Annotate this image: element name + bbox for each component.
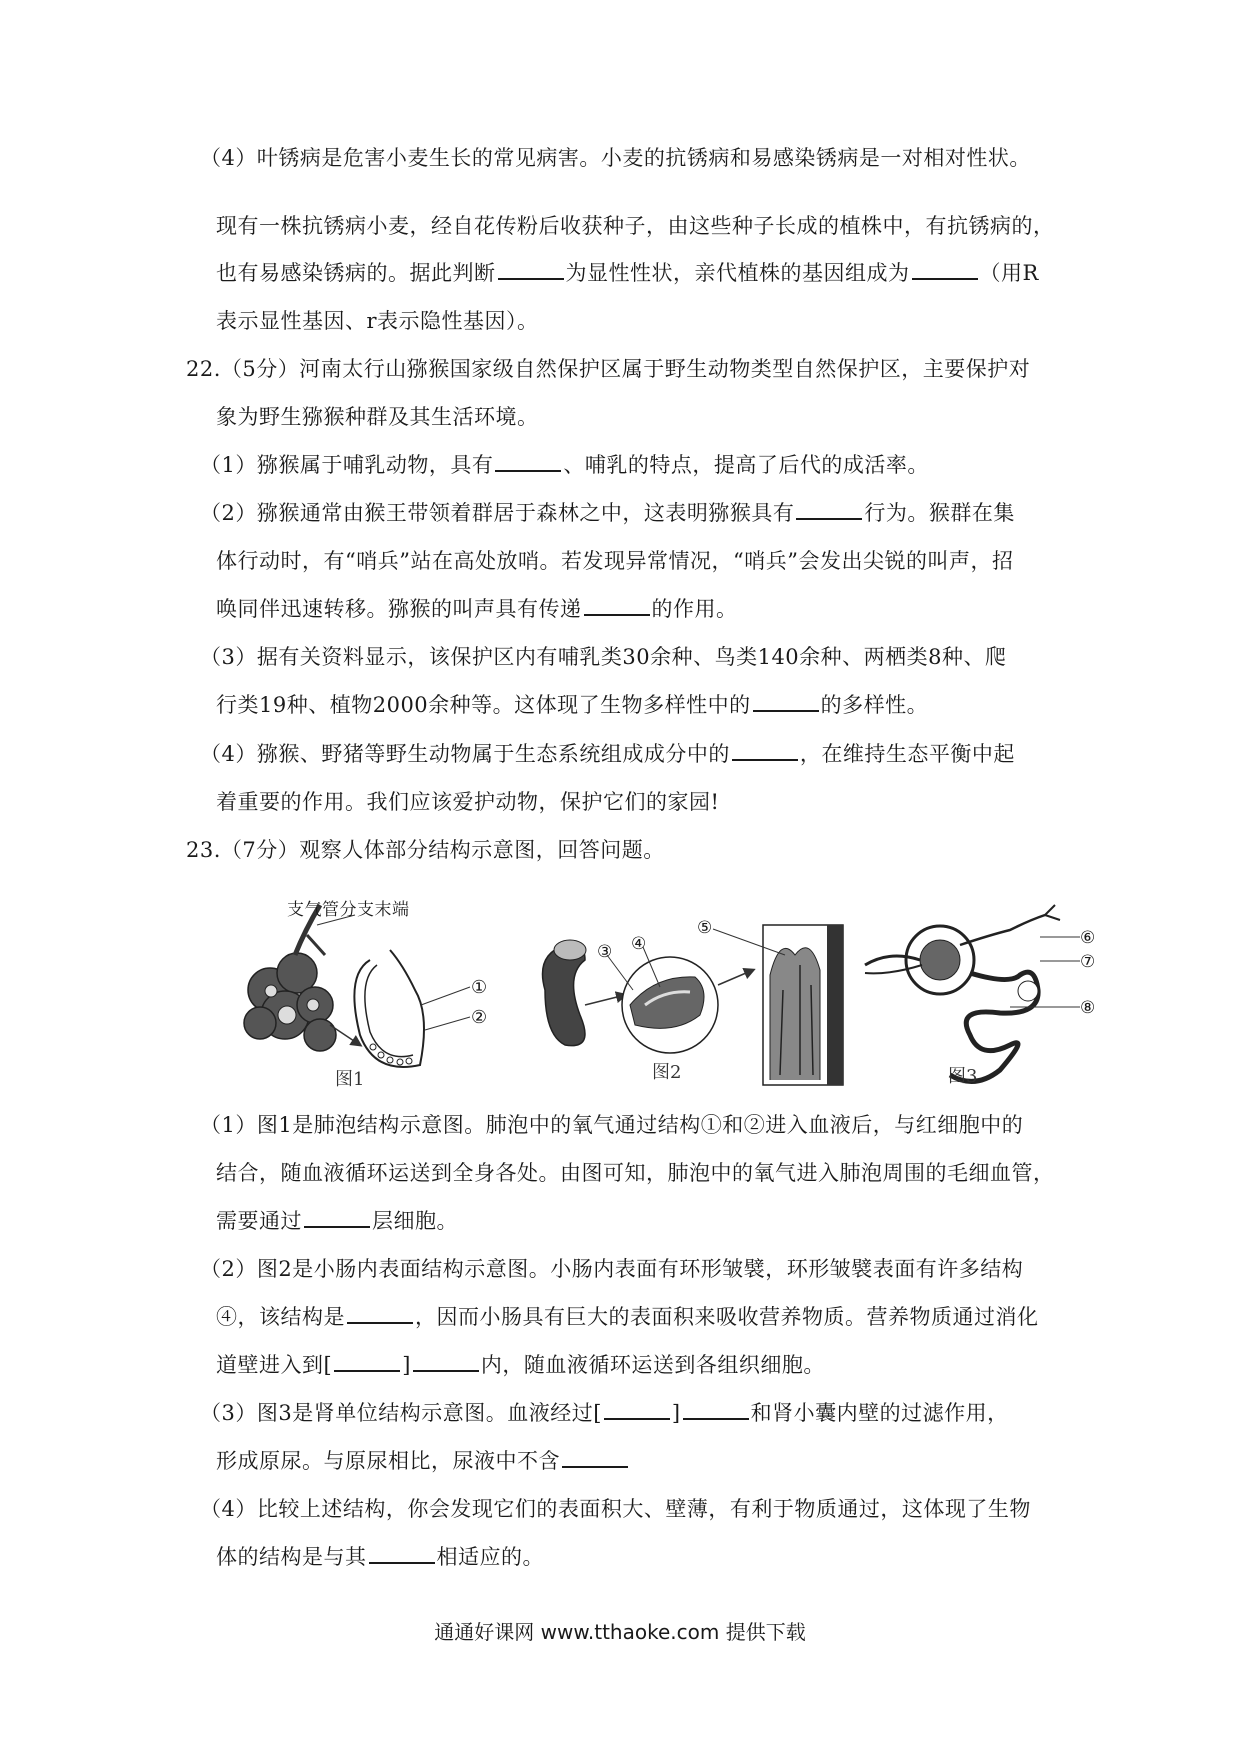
q22-part4-line2: 着重要的作用。我们应该爱护动物，保护它们的家园! (216, 790, 720, 814)
q23-stem: 23.（7分）观察人体部分结构示意图，回答问题。 (186, 838, 665, 862)
q21-4-line4: 表示显性基因、r表示隐性基因）。 (216, 309, 539, 333)
answer-blank (498, 260, 564, 280)
q22-part3-line1: （3）据有关资料显示，该保护区内有哺乳类30余种、鸟类140余种、两栖类8种、爬 (200, 645, 1007, 669)
q23-part1-line1: （1）图1是肺泡结构示意图。肺泡中的氧气通过结构①和②进入血液后，与红细胞中的 (200, 1113, 1024, 1137)
q22-part4-line1: （4）猕猴、野猪等野生动物属于生态系统组成成分中的 ，在维持生态平衡中起 (200, 742, 1015, 766)
q23-part4-line2: 体的结构是与其 相适应的。 (216, 1545, 544, 1569)
q23-part4-line1: （4）比较上述结构，你会发现它们的表面积大、壁薄，有利于物质通过，这体现了生物 (200, 1497, 1031, 1521)
answer-blank (495, 452, 561, 472)
q22-part2-line1: （2）猕猴通常由猴王带领着群居于森林之中，这表明猕猴具有 行为。猴群在集 (200, 501, 1015, 525)
answer-blank (347, 1304, 413, 1324)
q23-part2-line2: ④，该结构是 ，因而小肠具有巨大的表面积来吸收营养物质。营养物质通过消化 (216, 1305, 1039, 1329)
q23-part1-line2: 结合，随血液循环运送到全身各处。由图可知，肺泡中的氧气进入肺泡周围的毛细血管， (216, 1161, 1055, 1185)
answer-blank (912, 260, 978, 280)
q23-part3-line2: 形成原尿。与原尿相比，尿液中不含 (216, 1446, 630, 1476)
answer-blank (562, 1448, 628, 1468)
answer-blank (584, 596, 650, 616)
caption-figure-3: 图3 (948, 1066, 978, 1087)
answer-blank (753, 692, 819, 712)
q21-4-line1: （4）叶锈病是危害小麦生长的常见病害。小麦的抗锈病和易感染锈病是一对相对性状。 (200, 146, 1031, 170)
figure-2-mark-5: ⑤ (697, 918, 713, 938)
q23-part1-line3: 需要通过 层细胞。 (216, 1209, 458, 1233)
q21-4-line3: 也有易感染锈病的。据此判断 为显性性状，亲代植株的基因组成为 （用R (216, 261, 1039, 285)
answer-blank (369, 1544, 435, 1564)
figure-2-small-intestine (525, 895, 845, 1095)
figure-1-mark-2: ② (471, 1007, 488, 1028)
answer-blank (604, 1400, 670, 1420)
answer-blank (304, 1208, 370, 1228)
q22-part3-line2: 行类19种、植物2000余种等。这体现了生物多样性中的 的多样性。 (216, 693, 929, 717)
figure-1-alveoli (225, 895, 505, 1095)
figure-2-mark-3: ③ (597, 942, 613, 962)
figure-1-mark-1: ① (471, 977, 488, 998)
q22-stem-line1: 22.（5分）河南太行山猕猴国家级自然保护区属于野生动物类型自然保护区，主要保护对 (186, 357, 1031, 381)
q22-part1: （1）猕猴属于哺乳动物，具有 、哺乳的特点，提高了后代的成活率。 (200, 453, 929, 477)
answer-blank (683, 1400, 749, 1420)
page-footer: 通通好课网 www.tthaoke.com 提供下载 (434, 1620, 806, 1644)
q22-part2-line2: 体行动时，有“哨兵”站在高处放哨。若发现异常情况，“哨兵”会发出尖锐的叫声，招 (216, 549, 1014, 573)
q23-part2-line3: 道壁进入到[ ] 内，随血液循环运送到各组织细胞。 (216, 1353, 825, 1377)
q21-4-line2: 现有一株抗锈病小麦，经自花传粉后收获种子，由这些种子长成的植株中，有抗锈病的， (216, 214, 1055, 238)
caption-figure-1: 图1 (335, 1069, 365, 1090)
answer-blank (732, 741, 798, 761)
q22-part2-line3: 唤同伴迅速转移。猕猴的叫声具有传递 的作用。 (216, 597, 738, 621)
figure-1-label: 支气管分支末端 (287, 900, 410, 920)
figure-3-nephron (860, 895, 1100, 1095)
q22-stem-line2: 象为野生猕猴种群及其生活环境。 (216, 405, 539, 429)
answer-blank (413, 1352, 479, 1372)
q23-part2-line1: （2）图2是小肠内表面结构示意图。小肠内表面有环形皱襞，环形皱襞表面有许多结构 (200, 1257, 1024, 1281)
q23-part3-line1: （3）图3是肾单位结构示意图。血液经过[ ] 和肾小囊内壁的过滤作用， (200, 1401, 1009, 1425)
figure-3-mark-7: ⑦ (1080, 952, 1096, 972)
caption-figure-2: 图2 (652, 1062, 682, 1083)
answer-blank (334, 1352, 400, 1372)
figure-2-mark-4: ④ (631, 934, 647, 954)
figure-3-mark-6: ⑥ (1080, 928, 1096, 948)
figure-3-mark-8: ⑧ (1080, 998, 1096, 1018)
answer-blank (796, 500, 862, 520)
